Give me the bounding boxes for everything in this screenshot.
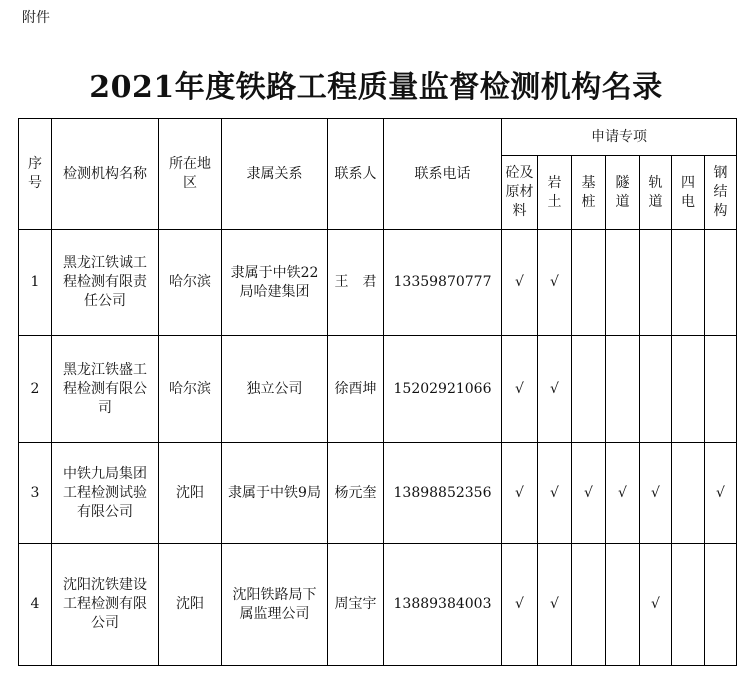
cell-special-6 [705,336,737,443]
cell-name-text: 沈阳沈铁建设工程检测有限公司 [63,577,147,631]
table-row [19,336,737,443]
cell-special-0 [502,544,538,666]
header-special-2: 基 桩 [572,156,606,230]
cell-special-4 [640,443,672,544]
cell-special-5 [672,336,705,443]
cell-special-5 [672,544,705,666]
check-mark-icon: √ [550,274,559,290]
header-seq [19,119,52,230]
institution-table [18,118,737,666]
cell-seq: 1 [19,230,52,336]
header-region [159,119,222,230]
cell-special-2 [572,336,606,443]
cell-name [52,544,159,666]
cell-contact: 杨元奎 [328,443,384,544]
check-mark-icon: √ [550,596,559,612]
cell-affiliation-text: 隶属于中铁9局 [228,484,321,501]
check-mark-icon: √ [515,274,524,290]
cell-affiliation [222,230,328,336]
check-mark-icon: √ [515,484,524,501]
cell-special-3 [606,230,640,336]
cell-special-1 [538,544,572,666]
cell-special-6 [705,443,737,544]
cell-special-3 [606,443,640,544]
check-mark-icon: √ [550,484,559,501]
cell-affiliation-text: 隶属于中铁22局哈建集团 [230,264,319,300]
cell-seq: 4 [19,544,52,666]
cell-special-4 [640,544,672,666]
cell-special-0 [502,443,538,544]
cell-special-4 [640,336,672,443]
table-row [19,443,737,544]
check-mark-icon: √ [584,484,593,501]
cell-phone: 13889384003 [384,544,502,666]
cell-name [52,336,159,443]
table-row [19,544,737,666]
cell-seq: 2 [19,336,52,443]
cell-special-2 [572,544,606,666]
header-special-3: 隧 道 [606,156,640,230]
check-mark-icon: √ [618,484,627,501]
cell-special-1 [538,443,572,544]
cell-special-3 [606,544,640,666]
check-mark-icon: √ [515,380,524,397]
check-mark-icon: √ [550,380,559,397]
cell-special-6 [705,544,737,666]
cell-special-0 [502,336,538,443]
cell-special-0 [502,230,538,336]
header-region-text: 所在地 区 [169,156,211,191]
cell-contact: 王 君 [328,230,384,336]
cell-region: 哈尔滨 [159,336,222,443]
cell-region: 沈阳 [159,443,222,544]
cell-special-2 [572,443,606,544]
cell-name [52,230,159,336]
header-special-4: 轨 道 [640,156,672,230]
header-contact: 联系人 [328,119,384,230]
cell-region: 哈尔滨 [159,230,222,336]
cell-phone: 13898852356 [384,443,502,544]
check-mark-icon: √ [651,596,660,612]
cell-special-1 [538,230,572,336]
cell-name-text: 中铁九局集团工程检测试验有限公司 [63,465,147,520]
cell-name-text: 黑龙江铁盛工程检测有限公司 [63,361,147,416]
table-row [19,230,737,336]
header-special-1: 岩 土 [538,156,572,230]
check-mark-icon: √ [716,484,725,501]
header-special-6: 钢 结 构 [705,156,737,230]
cell-phone: 15202921066 [384,336,502,443]
annex-label: 附件 [22,10,50,26]
header-special-0: 砼及 原材 料 [502,156,538,230]
cell-phone: 13359870777 [384,230,502,336]
cell-special-2 [572,230,606,336]
cell-special-6 [705,230,737,336]
header-special-5: 四 电 [672,156,705,230]
cell-affiliation-text: 独立公司 [246,380,303,397]
cell-name-text: 黑龙江铁诚工程检测有限责任公司 [63,255,147,309]
cell-affiliation [222,336,328,443]
cell-seq: 3 [19,443,52,544]
cell-special-4 [640,230,672,336]
cell-affiliation [222,443,328,544]
cell-contact: 周宝宇 [328,544,384,666]
cell-special-5 [672,230,705,336]
header-name: 检测机构名称 [52,119,159,230]
cell-contact: 徐酉坤 [328,336,384,443]
header-phone: 联系电话 [384,119,502,230]
header-affiliation: 隶属关系 [222,119,328,230]
header-apply-group: 申请专项 [502,119,737,156]
cell-special-1 [538,336,572,443]
cell-special-3 [606,336,640,443]
cell-affiliation-text: 沈阳铁路局下属监理公司 [232,586,317,622]
header-seq-text: 序 号 [28,156,42,191]
header-row-1 [19,119,737,156]
cell-special-5 [672,443,705,544]
cell-affiliation [222,544,328,666]
document-title: 2021年度铁路工程质量监督检测机构名录 [89,70,663,105]
check-mark-icon: √ [515,596,524,612]
check-mark-icon: √ [651,484,660,501]
cell-region: 沈阳 [159,544,222,666]
cell-name [52,443,159,544]
